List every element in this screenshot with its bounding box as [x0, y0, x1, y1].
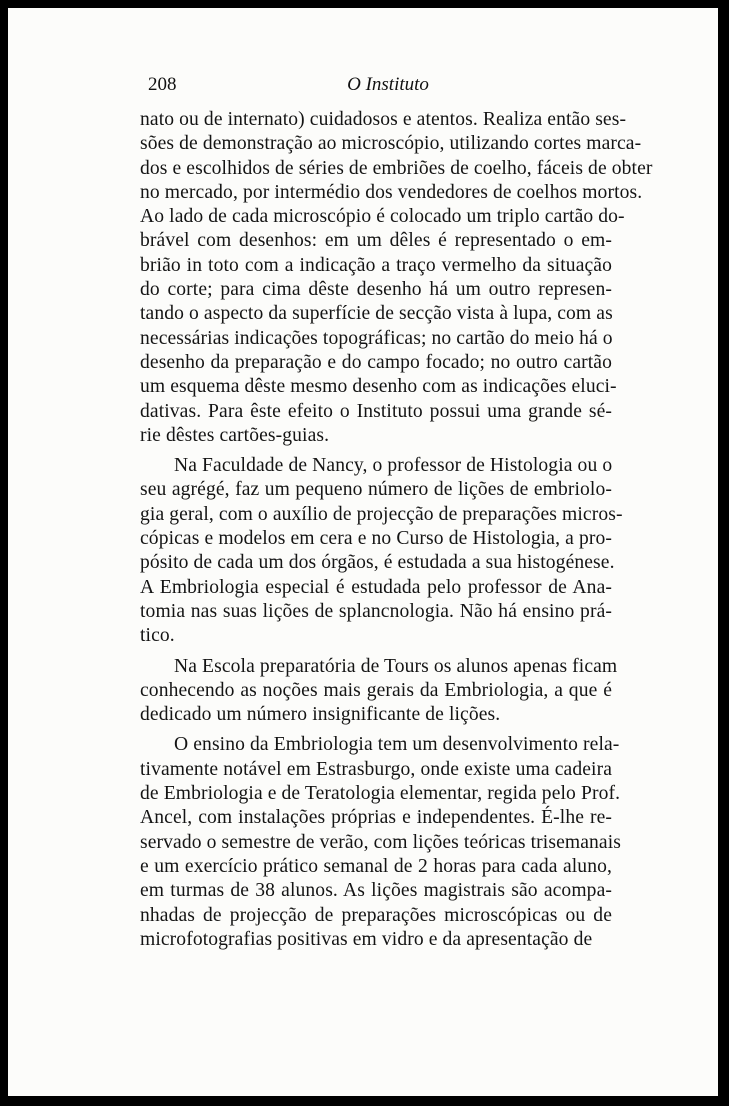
running-title: O Instituto [347, 74, 429, 95]
text-line: e um exercício prático semanal de 2 horas para cada aluno, [140, 855, 612, 877]
text-line: Ao lado de cada microscópio é colocado um triplo cartão do- [140, 206, 625, 228]
text-line: A Embriologia especial é estudada pelo professor de Ana- [140, 576, 612, 598]
text-line: rie dêstes cartões-guias. [140, 424, 330, 446]
text-line: brável com desenhos: em um dêles é representado o em- [140, 230, 612, 252]
text-line: dedicado um número insignificante de lições. [140, 704, 501, 726]
text-line: tomia nas suas lições de splancnologia. Não há ensino prá- [140, 600, 612, 622]
text-line: tando o aspecto da superfície de secção vista à lupa, com as [140, 303, 613, 325]
text-line: de Embriologia e de Teratologia elementar, regida pelo Prof. [140, 783, 621, 805]
text-line: gia geral, com o auxílio de projecção de preparações micros- [140, 503, 623, 525]
text-line: desenho da preparação e do campo focado; no outro cartão [140, 351, 612, 373]
text-line: sões de demonstração ao microscópio, utilizando cortes marca- [140, 133, 642, 155]
text-line: em turmas de 38 alunos. As lições magistrais são acompa- [140, 880, 612, 902]
text-line: servado o semestre de verão, com lições teóricas trisemanais [140, 831, 621, 853]
text-line: dativas. Para êste efeito o Instituto possui uma grande sé- [140, 400, 612, 422]
page-number: 208 [148, 74, 177, 95]
page-header [148, 74, 618, 102]
body-text [140, 108, 653, 952]
text-line: O ensino da Embriologia tem um desenvolvimento rela- [174, 734, 620, 756]
text-line: brião in toto com a indicação a traço vermelho da situação [140, 254, 612, 276]
text-line: tivamente notável em Estrasburgo, onde existe uma cadeira [140, 758, 612, 780]
text-line: no mercado, por intermédio dos vendedores de coelhos mortos. [140, 181, 643, 203]
text-line: pósito de cada um dos órgãos, é estudada a sua histogénese. [140, 552, 615, 574]
paragraph [140, 733, 621, 952]
paragraph [140, 454, 623, 648]
text-line: Na Escola preparatória de Tours os alunos apenas ficam [174, 655, 618, 677]
text-line: nhadas de projecção de preparações microscópicas ou de [140, 904, 612, 926]
text-line: dos e escolhidos de séries de embriões de coelho, fáceis de obter [140, 157, 653, 179]
text-line: microfotografias positivas em vidro e da apresentação de [140, 928, 593, 950]
paragraph [140, 655, 618, 728]
text-line: um esquema dêste mesmo desenho com as indicações eluci- [140, 376, 617, 398]
text-line: necessárias indicações topográficas; no cartão do meio há o [140, 327, 613, 349]
paragraph [140, 108, 653, 448]
text-line: conhecendo as noções mais gerais da Embriologia, a que é [140, 679, 612, 701]
text-line: nato ou de internato) cuidadosos e atentos. Realiza então ses- [140, 109, 627, 130]
text-line: Na Faculdade de Nancy, o professor de Histologia ou o [174, 455, 613, 477]
text-line: cópicas e modelos em cera e no Curso de Histologia, a pro- [140, 528, 612, 550]
text-line: do corte; para cima dêste desenho há um outro represen- [140, 279, 612, 301]
text-line: tico. [140, 625, 175, 647]
text-line: Ancel, com instalações próprias e independentes. É-lhe re- [140, 807, 612, 829]
text-line: seu agrégé, faz um pequeno número de lições de embriolo- [140, 479, 612, 501]
